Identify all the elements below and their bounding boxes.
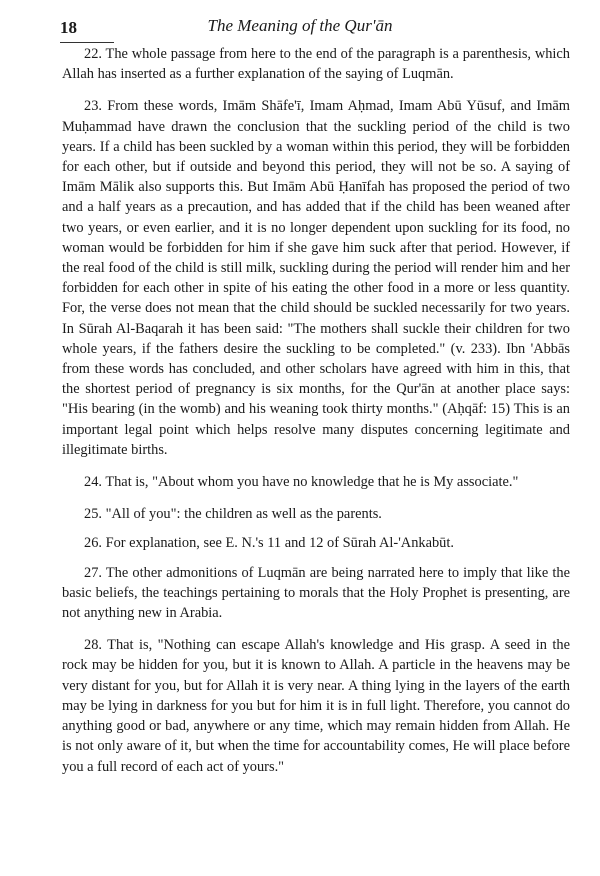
- note-27: 27. The other admonitions of Luqmān are being narrated here to imply that like the basic beliefs, the teachings pertaining to morals that the Holy Prophet is presenting, are not anything new in Arabia.: [62, 564, 570, 622]
- note-26: 26. For explanation, see E. N.'s 11 and 12 of Sūrah Al-'Ankabūt.: [84, 535, 454, 552]
- page-number: 18: [60, 18, 77, 37]
- running-title: The Meaning of the Qur'ān: [207, 16, 393, 35]
- note-24: 24. That is, "About whom you have no knowledge that he is My associate.": [84, 474, 519, 491]
- note-23: 23. From these words, Imām Shāfe'ī, Imam Aḥmad, Imam Abū Yūsuf, and Imām Muḥammad have drawn the conclusion that the suckling period of the child is two years. If a child has been suckled by a woman within this period, they will be forbidden for each other, but if outside and beyond this period, they will not be so. A saying of Imām Mālik also supports this. But Imām Abū Ḥanīfah has proposed the period of two and a half years as a precaution, and has added that if the child has been weaned after two years, or even earlier, and it is no longer dependent upon suckling for its food, no woman would be forbidden for him if she gave him suck after that period. However, if the real food of the child is still milk, suckling during the period will render him and her forbidden for each other in spite of his eating the other food in a more or less quantity. For, the verse does not mean that the child should be suckled necessarily for two years. In Sūrah Al-Baqarah it has been said: "The mothers shall suckle their children for two whole years, if the fathers desire the suckling to be completed." (v. 233). Ibn 'Abbās from these words has concluded, and other scholars have agreed with him in this, that the shortest period of pregnancy is six months, for the Qur'ān at another place says: "His bearing (in the womb) and his weaning took thirty months." (Aḥqāf: 15) This is an important legal point which helps resolve many disputes concerning legitimate and illegitimate births.: [62, 98, 570, 458]
- header-rule: [60, 42, 114, 43]
- footnotes: [62, 44, 570, 789]
- note-22: 22. The whole passage from here to the end of the paragraph is a parenthesis, which Allah has inserted as a further explanation of the saying of Luqmān.: [62, 46, 570, 83]
- page-header: [30, 12, 570, 42]
- note-28: 28. That is, "Nothing can escape Allah's knowledge and His grasp. A seed in the rock may be hidden for you, but it is known to Allah. A particle in the heavens may be very distant for you, but for Allah it is very near. A thing lying in the layers of the earth may be lying in darkness for you but for him it is in full light. Therefore, you cannot do anything good or bad, anywhere or any time, which may remain hidden from Allah. He is not only aware of it, but when the time for accountability comes, He will place before you a full record of each act of yours.": [62, 637, 570, 775]
- note-25: 25. "All of you": the children as well as the parents.: [84, 506, 382, 523]
